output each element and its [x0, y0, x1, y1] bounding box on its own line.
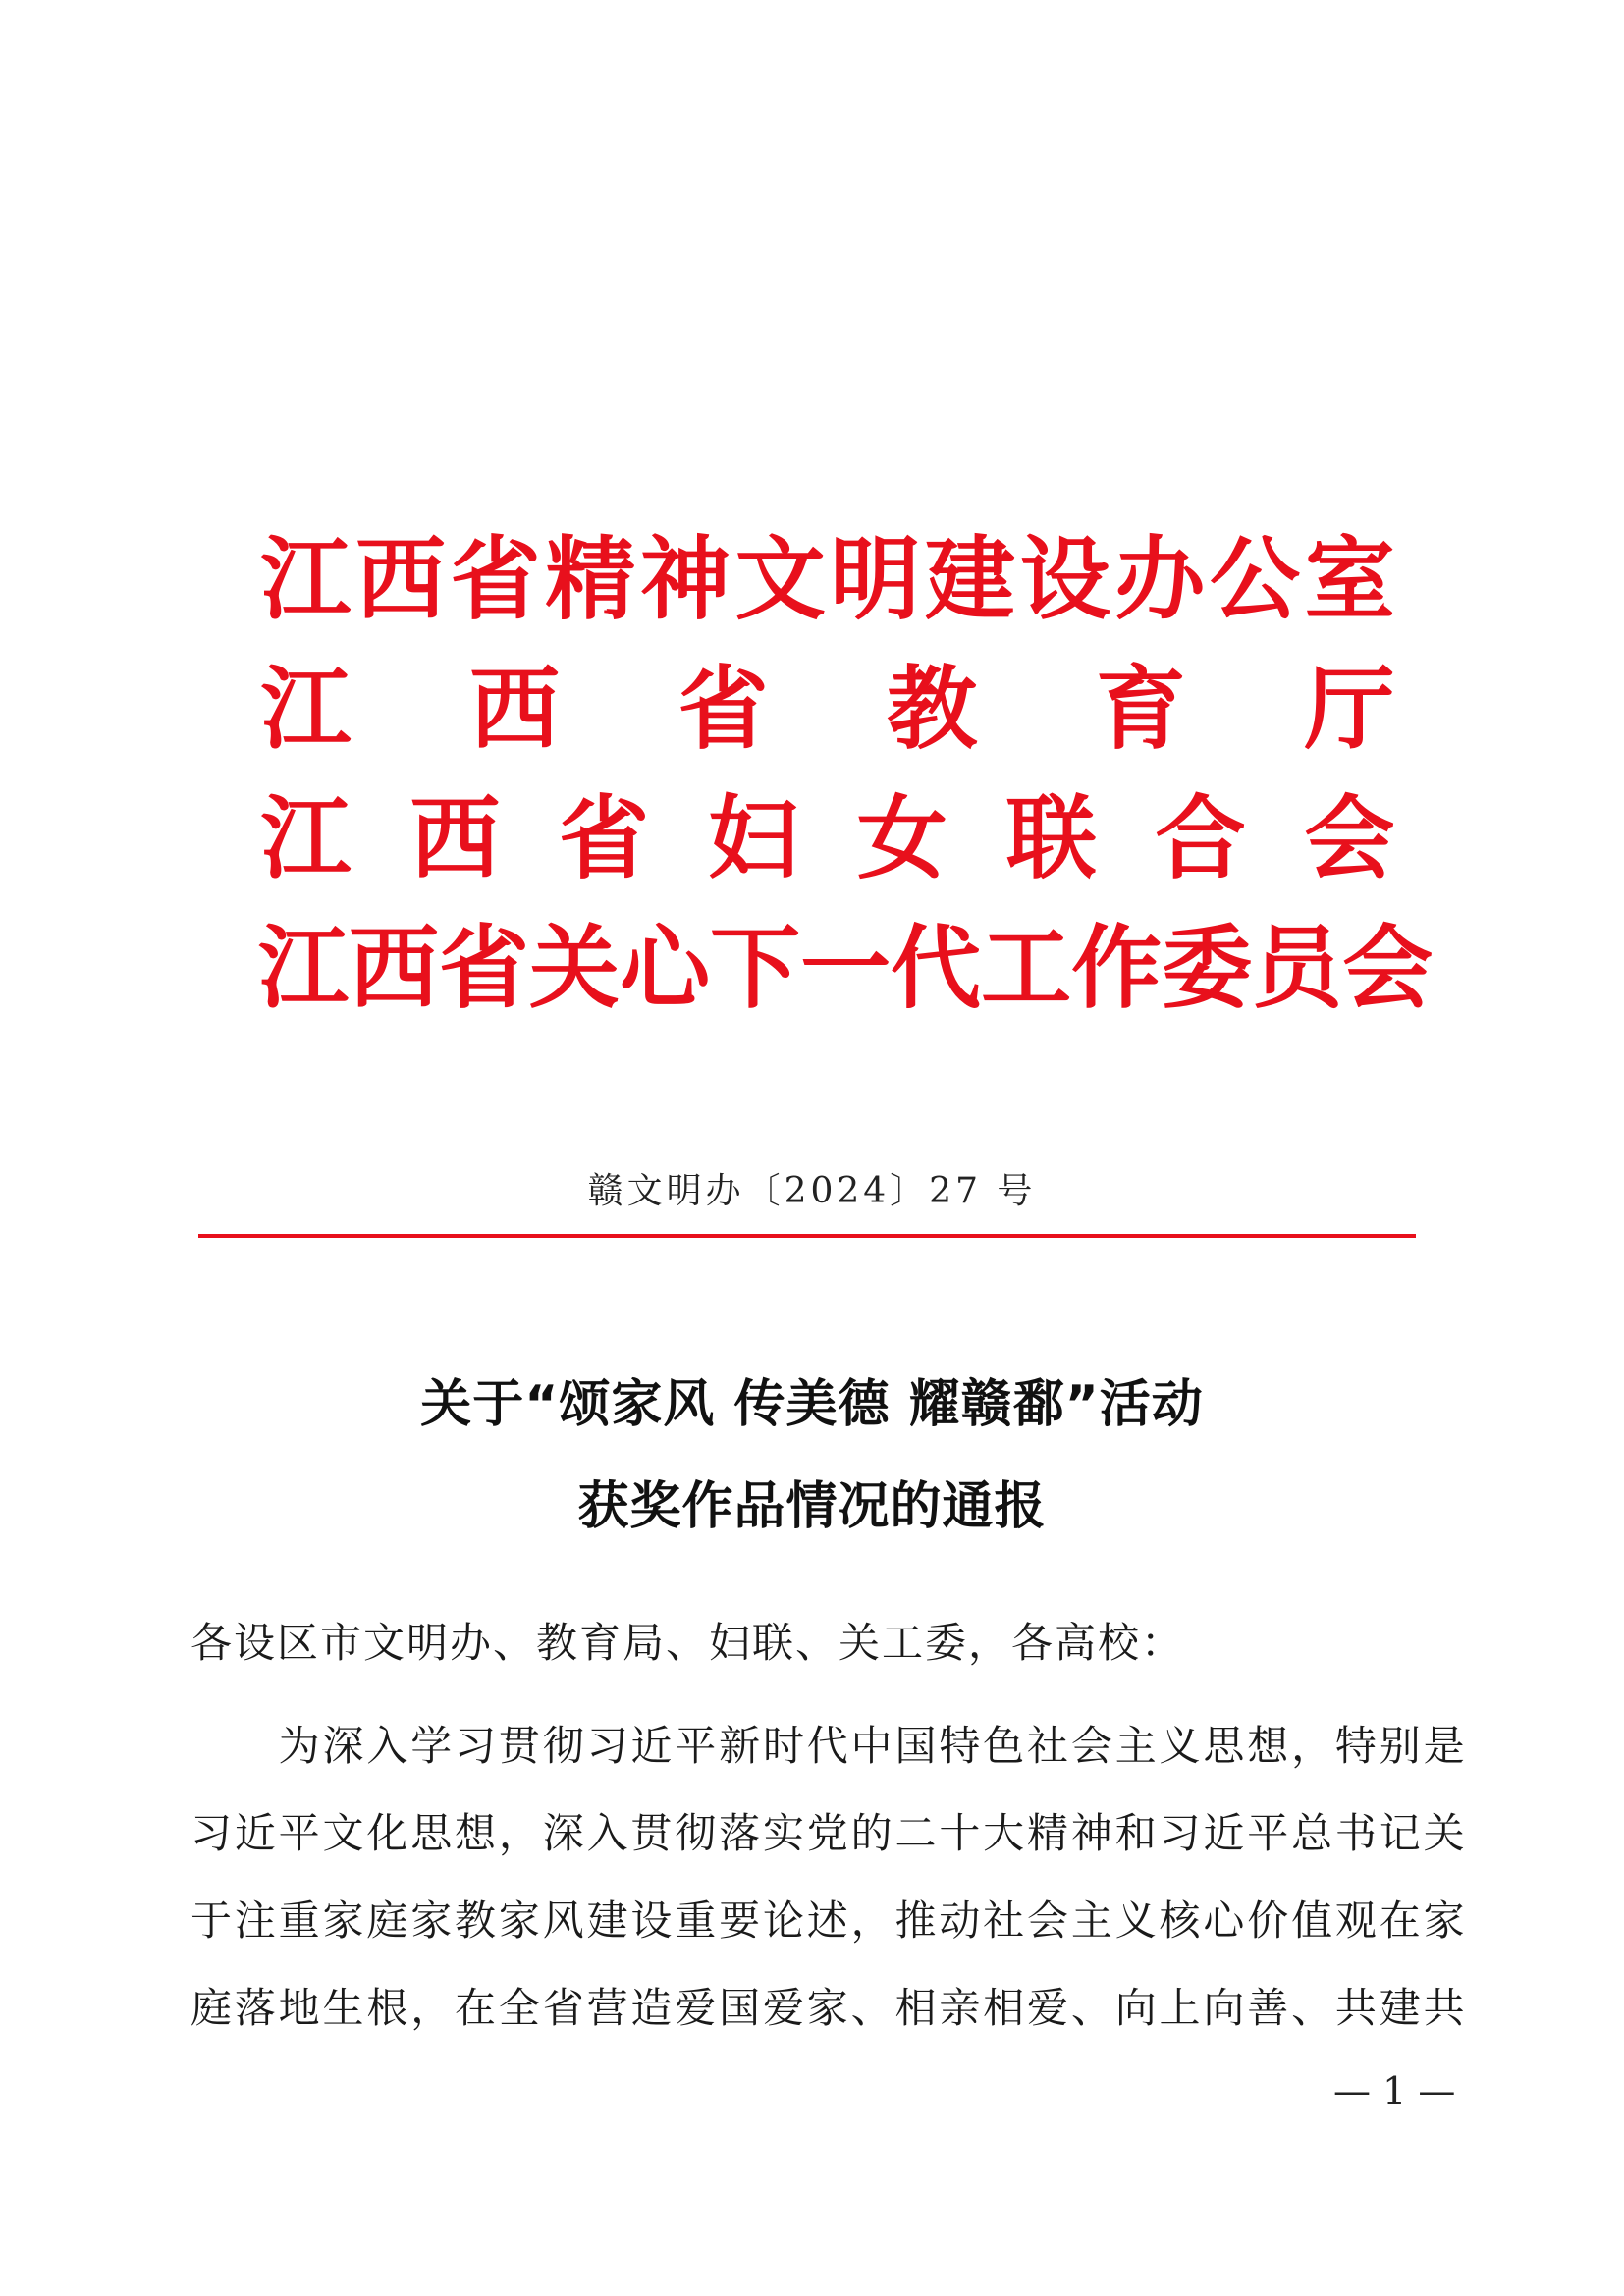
char: 平	[278, 1809, 320, 1857]
char: 习	[189, 1809, 232, 1857]
char: 社	[1027, 1722, 1069, 1770]
char: 、	[1291, 1984, 1333, 2032]
char: 国	[894, 1722, 937, 1770]
char: 入	[586, 1809, 628, 1857]
char: 庭	[366, 1896, 408, 1945]
char: 育	[1095, 656, 1186, 762]
char: 想	[455, 1809, 497, 1857]
document-title-line-2: 获奖作品情况的通报	[577, 1477, 1047, 1536]
char: ，	[967, 1619, 1009, 1667]
body-line	[189, 1722, 1466, 1770]
char: 新	[719, 1722, 761, 1770]
char: 中	[850, 1722, 893, 1770]
char: 女	[856, 785, 947, 891]
issuer-line	[258, 656, 1397, 762]
char: 省	[450, 526, 541, 632]
char: 相	[894, 1984, 937, 2032]
char: 局	[622, 1619, 664, 1667]
char: 精	[545, 526, 636, 632]
char: 会	[1027, 1896, 1069, 1945]
char: 西	[409, 785, 501, 891]
char: 育	[578, 1619, 621, 1667]
char: 生	[322, 1984, 364, 2032]
char: 根	[366, 1984, 408, 2032]
char: 述	[806, 1896, 848, 1945]
char: 近	[234, 1809, 276, 1857]
char: 设	[630, 1896, 673, 1945]
char: ，	[498, 1809, 540, 1857]
char: 区	[276, 1619, 318, 1667]
char: 设	[233, 1619, 275, 1667]
char: 书	[1334, 1809, 1377, 1857]
char: 实	[762, 1809, 804, 1857]
char: 爱	[762, 1984, 804, 2032]
char: 设	[1019, 526, 1110, 632]
char: 建	[925, 526, 1016, 632]
char: 入	[366, 1722, 408, 1770]
char: 主	[1114, 1722, 1157, 1770]
char: 贯	[498, 1722, 540, 1770]
char: 的	[850, 1809, 893, 1857]
char: 一	[800, 915, 892, 1021]
char: 重	[278, 1896, 320, 1945]
char: 、	[1070, 1984, 1112, 2032]
char: 营	[586, 1984, 628, 2032]
char: 家	[806, 1984, 848, 2032]
char: 国	[719, 1984, 761, 2032]
char: 建	[1379, 1984, 1421, 2032]
char: 作	[1071, 915, 1163, 1021]
char: 明	[406, 1619, 448, 1667]
char: 论	[762, 1896, 804, 1945]
char: 精	[1027, 1809, 1069, 1857]
char: 大	[983, 1809, 1025, 1857]
char: 贯	[630, 1809, 673, 1857]
char: 平	[1247, 1809, 1289, 1857]
char: 爱	[1027, 1984, 1069, 2032]
char: 教	[455, 1896, 497, 1945]
issuer-line	[258, 785, 1397, 891]
char: 色	[983, 1722, 1025, 1770]
char: 庭	[189, 1984, 232, 2032]
char: 特	[1334, 1722, 1377, 1770]
char: 市	[319, 1619, 361, 1667]
char: 共	[1423, 1984, 1465, 2032]
char: 西	[469, 656, 561, 762]
char: 文	[362, 1619, 405, 1667]
char: 想	[1247, 1722, 1289, 1770]
char: 委	[924, 1619, 966, 1667]
char: 关	[529, 915, 621, 1021]
char: 公	[1210, 526, 1301, 632]
char: 化	[366, 1809, 408, 1857]
char: 核	[1159, 1896, 1201, 1945]
char: 向	[1114, 1984, 1157, 2032]
salutation	[189, 1619, 1466, 1667]
char: 下	[710, 915, 801, 1021]
char	[189, 1725, 233, 1768]
char: 文	[734, 526, 826, 632]
char: 校	[1097, 1619, 1139, 1667]
char: 值	[1291, 1896, 1333, 1945]
char: 室	[1304, 526, 1395, 632]
char: 妇	[708, 1619, 750, 1667]
char: 观	[1334, 1896, 1377, 1945]
char: 、	[850, 1984, 893, 2032]
body-paragraph	[189, 1722, 1466, 2032]
char: 会	[1070, 1722, 1112, 1770]
char: 神	[1070, 1809, 1112, 1857]
char: 学	[410, 1722, 453, 1770]
char: 家	[322, 1896, 364, 1945]
char: ，	[410, 1984, 453, 2032]
issuer-line	[258, 915, 1434, 1021]
char: 联	[751, 1619, 793, 1667]
char: 员	[1252, 915, 1343, 1021]
char: 建	[586, 1896, 628, 1945]
char: 推	[894, 1896, 937, 1945]
char: 向	[1203, 1984, 1245, 2032]
char: 代	[891, 915, 982, 1021]
char: ，	[1291, 1722, 1333, 1770]
char: 江	[260, 656, 352, 762]
char: 各	[1010, 1619, 1053, 1667]
document-number: 赣文明办〔2024〕27 号	[587, 1171, 1037, 1211]
char: 落	[719, 1809, 761, 1857]
char: 落	[234, 1984, 276, 2032]
char: 特	[939, 1722, 981, 1770]
char: 地	[278, 1984, 320, 2032]
page-number: — 1 —	[1333, 2069, 1456, 2112]
salutation-line	[189, 1619, 1466, 1667]
char: 文	[322, 1809, 364, 1857]
char: 办	[1114, 526, 1206, 632]
char: 要	[719, 1896, 761, 1945]
char: 善	[1247, 1984, 1289, 2032]
char: 神	[640, 526, 731, 632]
char: 思	[1203, 1722, 1245, 1770]
char: 、	[794, 1619, 837, 1667]
char: 记	[1379, 1809, 1421, 1857]
char: 家	[410, 1896, 453, 1945]
char: 造	[630, 1984, 673, 2032]
char: 习	[1159, 1809, 1201, 1857]
char: 西	[355, 526, 447, 632]
char: 会	[1342, 915, 1434, 1021]
char: 和	[1114, 1809, 1157, 1857]
char: 为	[278, 1722, 320, 1770]
char: 主	[1070, 1896, 1112, 1945]
char: 心	[620, 915, 711, 1021]
body-line	[189, 1984, 1466, 2032]
char: 合	[1155, 785, 1246, 891]
char: 共	[1334, 1984, 1377, 2032]
char: 教	[535, 1619, 577, 1667]
char: 深	[542, 1809, 584, 1857]
char: 别	[1379, 1722, 1421, 1770]
char: 思	[410, 1809, 453, 1857]
char: 高	[1054, 1619, 1096, 1667]
char: 西	[349, 915, 440, 1021]
issuer-line	[258, 526, 1397, 632]
char: 彻	[542, 1722, 584, 1770]
char: 、	[492, 1619, 534, 1667]
char: 明	[830, 526, 921, 632]
char: 时	[762, 1722, 804, 1770]
char: 家	[1423, 1896, 1465, 1945]
char: 省	[542, 1984, 584, 2032]
char: 注	[234, 1896, 276, 1945]
body-line	[189, 1896, 1466, 1945]
char: 动	[939, 1896, 981, 1945]
char: 工	[981, 915, 1072, 1021]
char: 全	[498, 1984, 540, 2032]
char: 、	[665, 1619, 707, 1667]
char: 是	[1423, 1722, 1465, 1770]
char: 委	[1162, 915, 1253, 1021]
char: 关	[1423, 1809, 1465, 1857]
char: 教	[887, 656, 978, 762]
char: 厅	[1304, 656, 1395, 762]
char: 近	[1203, 1809, 1245, 1857]
char: 平	[675, 1722, 717, 1770]
char: 工	[881, 1619, 923, 1667]
char: 社	[983, 1896, 1025, 1945]
char: ，	[850, 1896, 893, 1945]
char: 妇	[708, 785, 799, 891]
char	[234, 1725, 277, 1768]
char: 省	[439, 915, 530, 1021]
char: 相	[983, 1984, 1025, 2032]
char: 江	[258, 915, 350, 1021]
char: 各	[189, 1619, 232, 1667]
char: 近	[630, 1722, 673, 1770]
char: 在	[1379, 1896, 1421, 1945]
char: 义	[1114, 1896, 1157, 1945]
char: 十	[939, 1809, 981, 1857]
char: 省	[677, 656, 769, 762]
char: 办	[449, 1619, 491, 1667]
char: 联	[1005, 785, 1097, 891]
char: 代	[806, 1722, 848, 1770]
char: 义	[1159, 1722, 1201, 1770]
char: 习	[455, 1722, 497, 1770]
char: 深	[322, 1722, 364, 1770]
char: 省	[559, 785, 650, 891]
char: 上	[1159, 1984, 1201, 2032]
char: 彻	[675, 1809, 717, 1857]
char: 关	[838, 1619, 880, 1667]
char: 党	[806, 1809, 848, 1857]
char: 爱	[675, 1984, 717, 2032]
char: 于	[189, 1896, 232, 1945]
char: 亲	[939, 1984, 981, 2032]
document-title-line-1: 关于“颂家风 传美德 耀赣鄱”活动	[420, 1375, 1204, 1434]
char: 总	[1291, 1809, 1333, 1857]
char: 江	[260, 785, 352, 891]
red-separator-line	[198, 1234, 1416, 1238]
char: 习	[586, 1722, 628, 1770]
char: 家	[498, 1896, 540, 1945]
char: 心	[1203, 1896, 1245, 1945]
char: 会	[1304, 785, 1395, 891]
char: ：	[1140, 1619, 1182, 1667]
char: 重	[675, 1896, 717, 1945]
char: 二	[894, 1809, 937, 1857]
issuer-block	[258, 526, 1434, 1048]
char: 价	[1247, 1896, 1289, 1945]
body-line	[189, 1809, 1466, 1857]
char: 风	[542, 1896, 584, 1945]
char: 在	[455, 1984, 497, 2032]
char: 江	[260, 526, 352, 632]
